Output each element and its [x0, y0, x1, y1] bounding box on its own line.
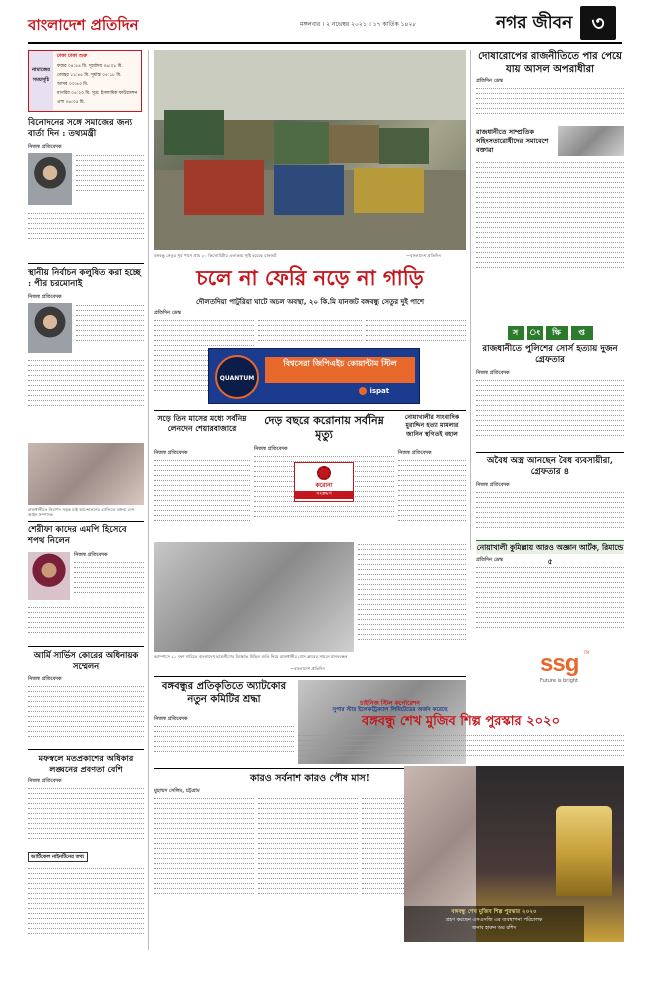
convict-photo: [558, 126, 624, 156]
lead-byline: প্রতিদিন ডেস্ক: [154, 310, 182, 316]
protest-photo: [154, 542, 354, 652]
mofassal-body: [28, 786, 144, 850]
local-election-headline[interactable]: স্থানীয় নির্বাচন কলুষিত করা হচ্ছে : পীর চরমোনাই: [28, 268, 141, 289]
atco-byline: নিজস্ব প্রতিবেদক: [154, 716, 188, 722]
prayer-badge-line-1: নামাজের: [32, 67, 50, 73]
award-caption-3: জনাব হারুন অর রশিদ: [471, 925, 517, 931]
date-line: মঙ্গলবার । ২ নভেম্বর ২০২১ । ১৭ কার্তিক ১৪২৮: [300, 21, 417, 28]
dipu-byline: নিজস্ব প্রতিবেদক: [28, 144, 62, 150]
convict-byline: প্রতিদিন ডেস্ক: [476, 78, 504, 84]
column-divider: [470, 50, 471, 550]
section-letter: প্ত: [571, 326, 593, 340]
army-body: [28, 684, 144, 746]
ssg-trademark: TM: [583, 650, 590, 655]
corona-badge-bottom: সংক্রমণ: [295, 491, 353, 499]
award-kicker-1: চাইনিজ স্টিল কর্পোরেশন: [360, 700, 420, 707]
prayer-row: এশা ০৬:৩৫ মি.: [57, 100, 85, 105]
dipu-headline[interactable]: বিনোদনের সঙ্গে সমাজের জন্য বার্তা দিন : তথ্যমন্ত্রী: [28, 118, 133, 139]
award-headline[interactable]: বঙ্গবন্ধু শেখ মুজিব শিল্প পুরস্কার ২০২০: [361, 714, 561, 729]
masthead-rule: [28, 42, 622, 44]
fire-headline[interactable]: কারও সর্বনাশ কারও পৌষ মাস!: [250, 773, 370, 784]
pir-portrait: [28, 303, 72, 353]
illegal-arms-headline[interactable]: অবৈধ অস্ত্র আনছেন বৈধ ব্যবসায়ীরা, গ্রেফতার ৪: [487, 456, 613, 477]
local-election-byline: নিজস্ব প্রতিবেদক: [28, 294, 62, 300]
lead-photo-caption: বঙ্গবন্ধু সেতুর পূর্ব পাশে প্রায় ২০ কিলোমিটার এলাকায় সৃষ্টি হয়েছে যানজট: [154, 253, 277, 258]
lead-body-col3: [366, 318, 466, 348]
quantum-ad-title: বিশ্বসেরা জিপিএইচ কোয়ান্টাম স্টিল: [283, 358, 397, 368]
lead-photo-credit: —বাংলাদেশ প্রতিদিন: [406, 253, 441, 258]
mp-body-cont: [28, 604, 144, 644]
quantum-ad-title-band: [265, 357, 415, 383]
ispat-icon: [359, 387, 367, 395]
award-intro: [298, 733, 624, 763]
fire-byline: মুহাম্মদ সেলিম, চট্টগ্রাম: [154, 788, 200, 794]
page-number-badge: [580, 6, 616, 40]
ssg-logo[interactable]: [540, 650, 624, 690]
army-headline[interactable]: আর্মি সার্ভিস কোরের অধিনায়ক সম্মেলন: [33, 650, 139, 671]
corona-badge-top: করোনা: [315, 482, 333, 489]
fire-body-col1: [154, 796, 254, 946]
prayer-badge: [29, 51, 53, 111]
prayer-row: আসর ০৩:৪৩ মি.: [57, 82, 89, 87]
ispat-label: ispat: [369, 387, 390, 395]
corona-byline: নিজস্ব প্রতিবেদক: [254, 446, 288, 452]
ssg-tagline: Future is bright: [540, 678, 579, 684]
prayer-badge-line-2: সময়সূচি: [32, 77, 50, 83]
left-divider: [28, 521, 144, 522]
award-kicker-2: সুপার স্টার ইলেকট্রিক্যাল লিমিটেডের অর্জন করেছে: [332, 707, 448, 713]
trophy-icon: [556, 806, 612, 896]
mp-portrait: [28, 552, 70, 600]
clash-body: [154, 458, 250, 538]
clash-byline: নিজস্ব প্রতিবেদক: [154, 450, 188, 456]
award-caption-band: [404, 906, 584, 942]
army-byline: নিজস্ব প্রতিবেদক: [28, 676, 62, 682]
prayer-times-box: [28, 50, 142, 112]
lead-headline[interactable]: চলে না ফেরি নড়ে না গাড়ি: [196, 265, 424, 290]
protest-photo-credit: —বাংলাদেশ প্রতিদিন: [290, 666, 325, 671]
lead-body-col2: [258, 318, 362, 348]
left-divider: [28, 749, 144, 750]
award-caption-1: বঙ্গবন্ধু শেখ মুজিব শিল্প পুরস্কার ২০২০: [451, 909, 537, 915]
section-letter: স: [508, 326, 524, 340]
noakhali-byline: নিজস্ব প্রতিবেদক: [398, 450, 432, 456]
comilla-byline: প্রতিদিন ডেস্ক: [476, 557, 504, 563]
award-caption-2: গ্রহণ করছেন এসএসজি এর ব্যবস্থাপনা পরিচালক: [445, 917, 543, 923]
convict-body: [476, 86, 624, 126]
quantum-logo-circle: [215, 355, 259, 399]
rights-body: [28, 866, 144, 946]
convict-body-cont: [476, 160, 624, 322]
convict-pullquote: রাজধানীতে সাম্প্রতিক সহিংসতারোধীদের সমাবেশে বক্তারা: [476, 128, 549, 154]
traffic-jam-photo: [154, 50, 466, 250]
right-divider: [476, 452, 624, 453]
noakhali-body: [398, 458, 466, 538]
local-election-body-cont: [28, 357, 144, 441]
quantum-steel-ad[interactable]: [208, 348, 420, 404]
police-body: [476, 378, 624, 450]
mp-headline[interactable]: শেরীফা কাদের এমপি হিসেবে শপথ নিলেন: [28, 525, 127, 546]
protest-photo-caption: ক্যাম্পাসে ২১ দফা দাবিতে বাংলাদেশ ছাত্রলীগের বিক্ষোভ মিছিল গুলি নিয়ে রাজধানীর প্রেস ক্লাবের সামনে মানববন্ধন: [154, 654, 348, 659]
prayer-row: ফজর ০৪:৫৪ মি. সূর্যোদয় ০৬:০৮ মি.: [57, 64, 123, 69]
ispat-logo: [359, 387, 389, 395]
trucks-illustration: [154, 50, 466, 250]
virus-icon: [317, 466, 331, 480]
section-letter: ক্ষি: [546, 326, 568, 340]
prayer-row: জোহর ১১:৪৫ মি. সূর্যাস্ত ০৫:১৮ মি.: [57, 73, 122, 78]
page-number: ৩: [591, 11, 605, 35]
atco-headline[interactable]: বঙ্গবন্ধুর প্রতিকৃতিতে অ্যাটকোর নতুন কমিটির শ্রদ্ধা: [161, 681, 287, 705]
corona-badge: [294, 462, 354, 502]
police-byline: নিজস্ব প্রতিবেদক: [476, 370, 510, 376]
rights-headline[interactable]: আর্টিকেল নাইনটিনের তথ্য: [31, 854, 85, 860]
newspaper-logo[interactable]: বাংলাদেশ প্রতিদিন: [28, 16, 139, 34]
fire-body-col2: [258, 796, 358, 946]
illegal-arms-body: [476, 490, 624, 538]
rights-headline-box: [28, 852, 88, 862]
crime-section-banner: [476, 326, 624, 340]
center-divider: [154, 410, 466, 411]
prayer-title: ঢাকা ঢাকা শুরু: [57, 53, 88, 59]
comilla-body: [476, 565, 624, 645]
dipu-body-cont: [28, 210, 144, 260]
atco-body: [154, 724, 294, 764]
noakhali-headline[interactable]: নোয়াখালীর সাংবাদিক মুরাদ্দিন হত্যা মামলার জানিন স্থগিতই বহাল: [404, 414, 460, 438]
section-title: নগর জীবন: [496, 13, 573, 33]
mp-body: [74, 560, 144, 602]
comilla-headline[interactable]: নোয়াখালী কুমিল্লায় আরও অজ্ঞান আর্টক, রিমান্ডে ৫: [476, 543, 624, 566]
center-divider: [154, 676, 466, 677]
corona-body-cont: [358, 542, 466, 666]
section-letter: ং: [527, 326, 543, 340]
lead-subhead: দৌলতদিয়া পাটুরিয়া ঘাটে অচল অবস্থা, ২০ কি.মি যানজট বঙ্গবন্ধু সেতুর দুই পাশে: [195, 298, 425, 306]
mp-byline: নিজস্ব প্রতিবেদক: [74, 552, 108, 558]
left-divider: [28, 263, 144, 264]
rally-photo: [28, 443, 144, 505]
dipu-portrait: [28, 153, 72, 205]
quantum-brand: QUANTUM: [219, 375, 255, 382]
left-divider: [28, 646, 144, 647]
corona-headline[interactable]: দেড় বছরে করোনায় সর্বনিম্ন মৃত্যু: [264, 414, 384, 441]
ssg-logo-text: ssg: [540, 650, 579, 677]
mofassal-headline[interactable]: মফস্বলে মতপ্রকাশের অধিকার লঙ্ঘনের প্রবণতা বেশি: [38, 753, 134, 774]
prayer-row: মাগরিব ০৫:২০ মি. সূত্র: ইসলামিক ফাউন্ডেশন: [57, 91, 138, 96]
clash-headline[interactable]: সড়ে তিন মাসের মধ্যে সর্বনিম্ন লেনদেন শেয়ারবাজারে: [157, 414, 247, 433]
rally-photo-caption: রাজধানীতে নিরাপদ সড়ক চাই আন্দোলনের র‍্যালিতে বক্তব্য দেন আইন সম্পাদক: [28, 507, 135, 517]
illegal-arms-byline: নিজস্ব প্রতিবেদক: [476, 482, 510, 488]
column-divider: [148, 50, 149, 950]
police-headline[interactable]: রাজধানীতে পুলিশের সোর্স হত্যায় দুজন গ্রেফতার: [482, 344, 618, 365]
convict-headline[interactable]: দোষারোপের রাজনীতিতে পার পেয়ে যায় আসল অপরাধীরা: [478, 51, 622, 75]
mofassal-byline: নিজস্ব প্রতিবেদক: [28, 778, 62, 784]
